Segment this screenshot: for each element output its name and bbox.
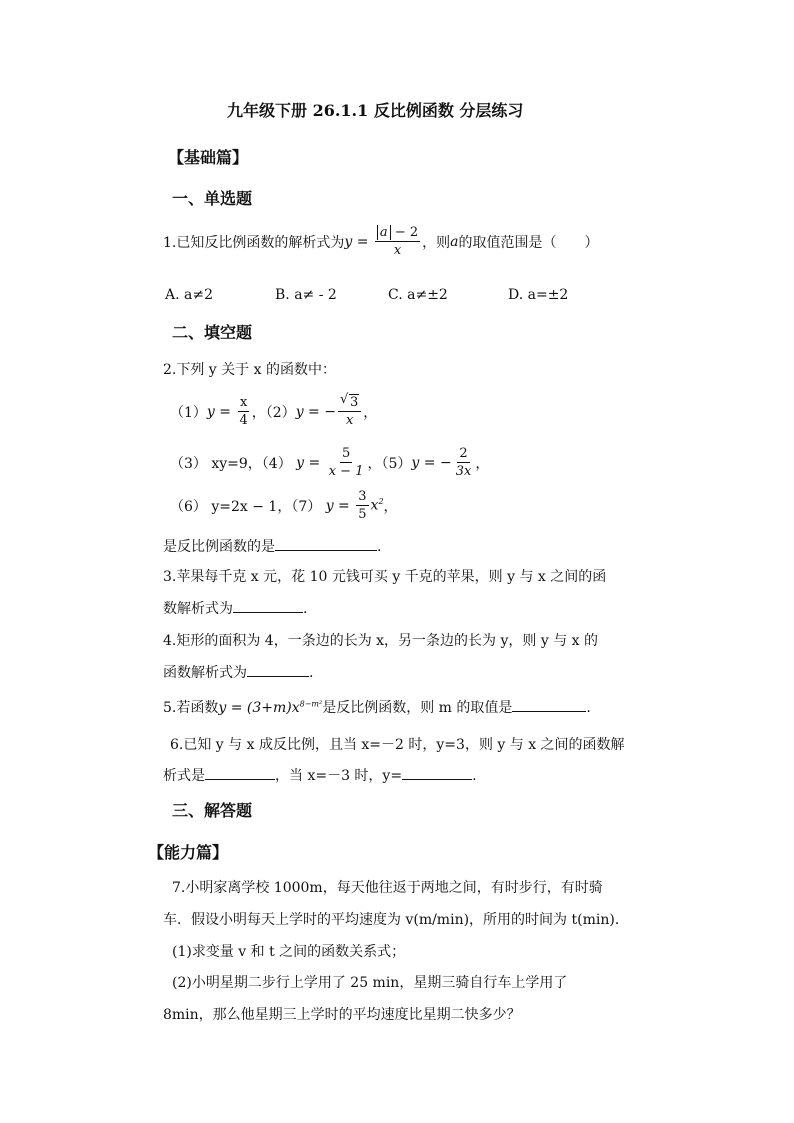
q2-item1-den: 4	[239, 413, 248, 428]
q6-line2a: 析式是	[163, 768, 205, 784]
q7-line1: 7.小明家离学校 1000m，每天他往返于两地之间，有时步行，有时骑	[172, 880, 603, 896]
q4-line2: 函数解析式为 .	[163, 662, 313, 682]
q2-items67-label: （6） y=2x − 1，（7）	[170, 498, 322, 515]
q2-tail: 是反比例函数的是	[163, 539, 275, 555]
q2-intro: 2.下列 y 关于 x 的函数中：	[163, 362, 336, 378]
q2-row-3: （6） y=2x − 1，（7） y = $\frac{3}{5}$ $x^2$ ，	[170, 489, 398, 522]
q2-item7-num: 3	[358, 489, 367, 504]
q7-line5: 8min，那么他星期三上学时的平均速度比星期二快多少？	[163, 1007, 521, 1023]
q2-answer-blank[interactable]	[275, 536, 377, 551]
q1-abs-a: a	[377, 225, 391, 240]
q3-line2: 数解析式为 .	[163, 598, 307, 618]
section-answer: 三、解答题	[172, 801, 253, 820]
q3-answer-blank[interactable]	[233, 598, 303, 613]
q2-item1-num: x	[239, 395, 248, 410]
q1-num-rest: − 2	[394, 225, 419, 240]
q2-item4-num: 5	[341, 446, 351, 461]
q2-item5-label: ，（5）	[367, 455, 412, 472]
q6-line2b: ，当 x=－3 时，y=	[275, 768, 403, 784]
q1-suffix2: 的取值范围是（ ）	[458, 234, 599, 251]
question-5: 5.若函数$y = (3+m)x^{8-m^2}$是反比例函数，则 m 的取值是 .	[163, 697, 591, 717]
q1-option-b: B. a≠ - 2	[275, 287, 337, 303]
q2-item5-num: 2	[459, 446, 468, 461]
q5-exponent: 8−m²	[299, 699, 323, 709]
q2-item2-label: ，（2）	[251, 404, 296, 421]
q4-line1: 4.矩形的面积为 4，一条边的长为 x，另一条边的长为 y，则 y 与 x 的	[163, 633, 599, 649]
q1-den: x	[393, 243, 402, 258]
question-1	[163, 226, 598, 257]
q7-line2: 车．假设小明每天上学时的平均速度为 v(m/min)，所用的时间为 t(min)．	[163, 912, 629, 928]
q2-answer-line: 是反比例函数的是 .	[163, 536, 381, 556]
q6-line2: 析式是 ，当 x=－3 时，y= .	[163, 765, 477, 785]
ability-section-header: 【能力篇】	[148, 843, 229, 862]
q7-line4: (2)小明星期二步行上学用了 25 min，星期三骑自行车上学用了	[172, 975, 568, 991]
q3-line2-text: 数解析式为	[163, 601, 233, 617]
q2-item2-radicand: 3	[349, 395, 359, 410]
q6-answer-blank-2[interactable]	[402, 765, 472, 780]
q1-option-c: C. a≠±2	[388, 287, 448, 303]
q6-answer-blank-1[interactable]	[205, 765, 275, 780]
basic-section-header: 【基础篇】	[168, 148, 249, 167]
q1-prefix: 1.已知反比例函数的解析式为	[163, 234, 345, 251]
q4-answer-blank[interactable]	[247, 662, 309, 677]
q1-eq: =	[352, 233, 373, 250]
q2-item2-den: x	[345, 413, 354, 428]
q1-y: y	[344, 233, 353, 250]
q5-answer-blank[interactable]	[512, 697, 586, 712]
q2-row-1: （1） y = $\frac{x}{4}$ ，（2） y = − √ 3 x ，	[170, 392, 378, 428]
q1-fraction	[375, 226, 420, 257]
q1-option-a: A. a≠2	[165, 287, 213, 303]
q5-prefix: 5.若函数	[163, 700, 219, 716]
q3-line1: 3.苹果每千克 x 元，花 10 元钱可买 y 千克的苹果，则 y 与 x 之间的函	[163, 569, 607, 585]
q5-suffix: 是反比例函数，则 m 的取值是	[322, 700, 513, 716]
q2-row-2: （3） xy=9，（4） y = $\frac{5}{x - 1}$ ，（5） y = − $\frac{2}{3x}$ ，	[170, 446, 490, 479]
q4-line2-text: 函数解析式为	[163, 665, 247, 681]
q2-item4-den: x − 1	[328, 464, 364, 479]
q1-suffix1: ，则	[422, 234, 451, 251]
page-title: 九年级下册 26.1.1 反比例函数 分层练习	[227, 101, 524, 120]
q2-item5-den: 3x	[455, 464, 472, 479]
q1-option-d: D. a=±2	[508, 287, 569, 303]
q2-item1-label: （1）	[170, 404, 207, 421]
section-fill-blank: 二、填空题	[172, 323, 253, 342]
q5-expression: y = (3+m)x	[218, 700, 300, 716]
q6-line1: 6.已知 y 与 x 成反比例，且当 x=－2 时，y=3，则 y 与 x 之间的函数解	[170, 737, 625, 753]
q1-a: a	[450, 233, 459, 250]
q2-items34-label: （3） xy=9，（4）	[170, 455, 292, 472]
q2-item7-den: 5	[358, 507, 367, 522]
section-single-choice: 一、单选题	[172, 189, 253, 208]
q7-line3: (1)求变量 v 和 t 之间的函数关系式；	[172, 944, 406, 960]
